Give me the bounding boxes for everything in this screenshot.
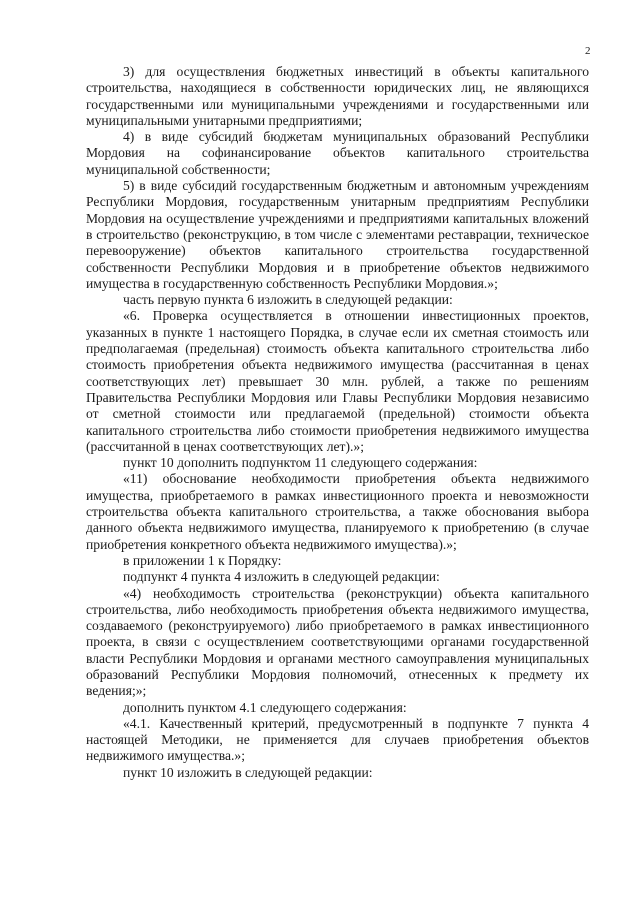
quoted-subitem-11: «11) обоснование необходимости приобретения объекта недвижимого имущества, приобретаемого в рамках инвестиционного проекта и невозможности строительства объекта капитального строительства, а также обоснования выбора данного объекта недвижимого имущества, планируемого к приобретению (в случае приобретения конкретного объекта недвижимого имущества).»; (86, 471, 589, 552)
instruction-item-4-1: дополнить пунктом 4.1 следующего содержания: (123, 699, 407, 715)
paragraph-item-3: 3) для осуществления бюджетных инвестиций в объекты капитального строительства, находящиеся в собственности юридических лиц, не являющихся государственными или муниципальными учреждениями и государственными или муниципальными унитарными предприятиями; (86, 64, 589, 128)
document-body (86, 64, 589, 781)
paragraph-item-5: 5) в виде субсидий государственным бюджетным и автономным учреждениям Республики Мордовия, государственным унитарным предприятиям Республики Мордовия на осуществление учреждениями и предприятиями капитальных вложений в строительство (реконструкцию, в том числе с элементами реставрации, техническое перевооружение) объектов капитального строительства государственной собственности Республики Мордовия и в приобретение объектов недвижимого имущества в государственную собственность Республики Мордовия.»; (86, 178, 589, 291)
instruction-appendix-1: в приложении 1 к Порядку: (123, 552, 282, 568)
instruction-subitem-4: подпункт 4 пункта 4 изложить в следующей редакции: (123, 569, 440, 585)
instruction-paragraph-6: часть первую пункта 6 изложить в следующей редакции: (123, 292, 453, 308)
page-number: 2 (585, 45, 591, 57)
quoted-item-4-1: «4.1. Качественный критерий, предусмотренный в подпункте 7 пункта 4 настоящей Методики, не применяется для случаев приобретения объектов недвижимого имущества.»; (86, 715, 589, 764)
paragraph-item-4: 4) в виде субсидий бюджетам муниципальных образований Республики Мордовия на софинансирование объектов капитального строительства муниципальной собственности; (86, 129, 589, 177)
quoted-subitem-4: «4) необходимость строительства (реконструкции) объекта капитального строительства, либо необходимость приобретения объекта недвижимого имущества, создаваемого (реконструируемого) либо приобретаемого в рамках инвестиционного проекта, в связи с осуществлением соответствующими органами государственной власти Республики Мордовия и органами местного самоуправления муниципальных образований Республики Мордовия полномочий, отнесенных к предмету их ведения;»; (86, 585, 589, 699)
quoted-paragraph-6: «6. Проверка осуществляется в отношении инвестиционных проектов, указанных в пункте 1 настоящего Порядка, в случае если их сметная стоимость или предполагаемая (предельная) стоимость объекта капитального строительства либо стоимость приобретения объекта недвижимого имущества (рассчитанная в ценах соответствующих лет) превышает 30 млн. рублей, а также по решениям Правительства Республики Мордовия или Главы Республики Мордовия независимо от сметной стоимости или предлагаемой (предельной) стоимости объекта капитального строительства либо стоимости приобретения недвижимого имущества (рассчитанной в ценах соответствующих лет).»; (86, 308, 589, 454)
instruction-item-10: пункт 10 изложить в следующей редакции: (123, 764, 373, 780)
instruction-paragraph-10: пункт 10 дополнить подпунктом 11 следующего содержания: (123, 455, 478, 471)
